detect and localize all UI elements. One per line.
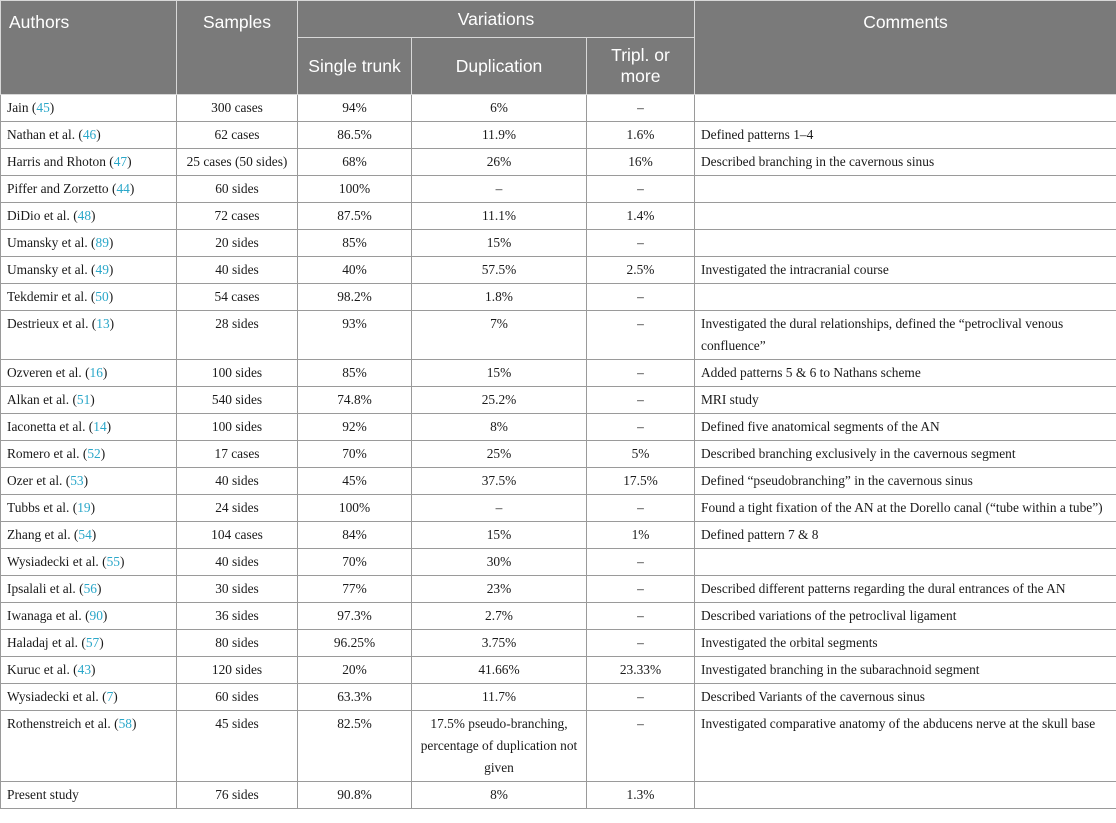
single-trunk-cell: 92%: [298, 414, 412, 441]
samples-cell: 62 cases: [177, 122, 298, 149]
table-row: [1, 360, 1116, 387]
samples-cell: 104 cases: [177, 522, 298, 549]
author-cell: [1, 311, 177, 360]
triple-cell: –: [587, 576, 695, 603]
samples-cell: 24 sides: [177, 495, 298, 522]
author-name: Haladaj et al. (: [7, 635, 86, 650]
author-cell: [1, 468, 177, 495]
duplication-cell: 57.5%: [412, 257, 587, 284]
comment-cell: [695, 176, 1116, 203]
comment-cell: [695, 549, 1116, 576]
table-row: [1, 549, 1116, 576]
author-name: Wysiadecki et al. (: [7, 689, 107, 704]
triple-cell: –: [587, 95, 695, 122]
duplication-cell: 23%: [412, 576, 587, 603]
header-single-trunk: Single trunk: [298, 38, 412, 95]
comment-cell: Described different patterns regarding the dural entrances of the AN: [695, 576, 1116, 603]
author-cell: [1, 230, 177, 257]
comment-cell: Investigated the intracranial course: [695, 257, 1116, 284]
reference-link[interactable]: 49: [95, 262, 109, 277]
samples-cell: 25 cases (50 sides): [177, 149, 298, 176]
samples-cell: 36 sides: [177, 603, 298, 630]
reference-link[interactable]: 55: [106, 554, 120, 569]
duplication-cell: 30%: [412, 549, 587, 576]
table-row: [1, 441, 1116, 468]
comment-cell: [695, 95, 1116, 122]
comment-cell: [695, 782, 1116, 809]
samples-cell: 100 sides: [177, 360, 298, 387]
author-cell: [1, 549, 177, 576]
author-cell: [1, 603, 177, 630]
comment-cell: Investigated the dural relationships, defined the “petroclival venous confluence”: [695, 311, 1116, 360]
reference-link[interactable]: 50: [95, 289, 109, 304]
table-row: [1, 630, 1116, 657]
samples-cell: 120 sides: [177, 657, 298, 684]
duplication-cell: 25%: [412, 441, 587, 468]
single-trunk-cell: 68%: [298, 149, 412, 176]
comment-cell: Described branching in the cavernous sinus: [695, 149, 1116, 176]
single-trunk-cell: 96.25%: [298, 630, 412, 657]
author-close-paren: ): [49, 100, 55, 115]
triple-cell: 1.6%: [587, 122, 695, 149]
single-trunk-cell: 70%: [298, 549, 412, 576]
author-cell: [1, 149, 177, 176]
duplication-cell: –: [412, 176, 587, 203]
single-trunk-cell: 97.3%: [298, 603, 412, 630]
author-name: Wysiadecki et al. (: [7, 554, 107, 569]
author-cell: [1, 684, 177, 711]
triple-cell: 1%: [587, 522, 695, 549]
single-trunk-cell: 20%: [298, 657, 412, 684]
triple-cell: –: [587, 176, 695, 203]
triple-cell: –: [587, 549, 695, 576]
comment-cell: Added patterns 5 & 6 to Nathans scheme: [695, 360, 1116, 387]
author-close-paren: ): [96, 127, 101, 142]
author-name: Alkan et al. (: [7, 392, 77, 407]
table-row: [1, 122, 1116, 149]
reference-link[interactable]: 52: [87, 446, 101, 461]
comment-cell: Defined pattern 7 & 8: [695, 522, 1116, 549]
table-row: [1, 414, 1116, 441]
author-cell: [1, 203, 177, 230]
samples-cell: 40 sides: [177, 257, 298, 284]
duplication-cell: 8%: [412, 782, 587, 809]
author-name: Piffer and Zorzetto (: [7, 181, 117, 196]
single-trunk-cell: 85%: [298, 360, 412, 387]
samples-cell: 45 sides: [177, 711, 298, 782]
reference-link[interactable]: 89: [95, 235, 109, 250]
author-name: Umansky et al. (: [7, 235, 96, 250]
author-cell: [1, 576, 177, 603]
samples-cell: 60 sides: [177, 684, 298, 711]
table-row: [1, 468, 1116, 495]
triple-cell: –: [587, 630, 695, 657]
author-name: Destrieux et al. (: [7, 316, 97, 331]
author-cell: [1, 630, 177, 657]
author-close-paren: ): [113, 689, 118, 704]
duplication-cell: 25.2%: [412, 387, 587, 414]
triple-cell: –: [587, 684, 695, 711]
duplication-cell: 15%: [412, 522, 587, 549]
reference-link[interactable]: 14: [93, 419, 107, 434]
samples-cell: 20 sides: [177, 230, 298, 257]
reference-link[interactable]: 44: [116, 181, 130, 196]
triple-cell: –: [587, 711, 695, 782]
samples-cell: 54 cases: [177, 284, 298, 311]
table-row: [1, 176, 1116, 203]
table-row: [1, 657, 1116, 684]
header-comments: Comments: [695, 1, 1116, 95]
triple-cell: –: [587, 311, 695, 360]
samples-cell: 17 cases: [177, 441, 298, 468]
author-name: Jain (: [7, 100, 37, 115]
comment-cell: [695, 284, 1116, 311]
samples-cell: 80 sides: [177, 630, 298, 657]
duplication-cell: 3.75%: [412, 630, 587, 657]
author-name: Present study: [7, 787, 79, 802]
author-cell: [1, 522, 177, 549]
comment-cell: Investigated the orbital segments: [695, 630, 1116, 657]
author-close-paren: ): [129, 181, 135, 196]
reference-link[interactable]: 47: [113, 154, 128, 169]
single-trunk-cell: 82.5%: [298, 711, 412, 782]
author-close-paren: ): [99, 635, 104, 650]
table-row: [1, 522, 1116, 549]
reference-link[interactable]: 51: [76, 392, 91, 407]
author-close-paren: ): [131, 716, 137, 731]
header-duplication: Duplication: [412, 38, 587, 95]
author-name: Tubbs et al. (: [7, 500, 78, 515]
samples-cell: 300 cases: [177, 95, 298, 122]
author-cell: [1, 414, 177, 441]
samples-cell: 30 sides: [177, 576, 298, 603]
single-trunk-cell: 63.3%: [298, 684, 412, 711]
author-cell: [1, 657, 177, 684]
triple-cell: –: [587, 414, 695, 441]
table-body: [1, 95, 1116, 809]
author-close-paren: ): [127, 154, 132, 169]
triple-cell: –: [587, 360, 695, 387]
author-name: Iaconetta et al. (: [7, 419, 94, 434]
triple-cell: 5%: [587, 441, 695, 468]
duplication-cell: 7%: [412, 311, 587, 360]
samples-cell: 100 sides: [177, 414, 298, 441]
author-close-paren: ): [90, 500, 96, 515]
header-authors: Authors: [1, 1, 177, 95]
comment-cell: Defined five anatomical segments of the AN: [695, 414, 1116, 441]
triple-cell: –: [587, 603, 695, 630]
triple-cell: –: [587, 284, 695, 311]
reference-link[interactable]: 56: [83, 581, 97, 596]
author-cell: [1, 360, 177, 387]
author-cell: [1, 711, 177, 782]
single-trunk-cell: 98.2%: [298, 284, 412, 311]
single-trunk-cell: 86.5%: [298, 122, 412, 149]
comment-cell: MRI study: [695, 387, 1116, 414]
author-name: Tekdemir et al. (: [7, 289, 96, 304]
author-name: Ipsalali et al. (: [7, 581, 84, 596]
reference-link[interactable]: 53: [70, 473, 84, 488]
author-cell: [1, 441, 177, 468]
samples-cell: 60 sides: [177, 176, 298, 203]
reference-link[interactable]: 43: [77, 662, 92, 677]
table-row: [1, 495, 1116, 522]
reference-link[interactable]: 45: [36, 100, 50, 115]
reference-link[interactable]: 58: [118, 716, 132, 731]
comment-cell: Investigated comparative anatomy of the abducens nerve at the skull base: [695, 711, 1116, 782]
comment-cell: Defined patterns 1–4: [695, 122, 1116, 149]
author-name: Kuruc et al. (: [7, 662, 78, 677]
reference-link[interactable]: 54: [78, 527, 92, 542]
triple-cell: 16%: [587, 149, 695, 176]
duplication-cell: 11.7%: [412, 684, 587, 711]
author-close-paren: ): [96, 581, 102, 596]
single-trunk-cell: 77%: [298, 576, 412, 603]
author-close-paren: ): [100, 446, 106, 461]
author-name: Iwanaga et al. (: [7, 608, 90, 623]
table-row: [1, 284, 1116, 311]
author-name: Zhang et al. (: [7, 527, 79, 542]
duplication-cell: 37.5%: [412, 468, 587, 495]
author-cell: [1, 95, 177, 122]
duplication-cell: –: [412, 495, 587, 522]
author-close-paren: ): [91, 527, 97, 542]
author-name: Romero et al. (: [7, 446, 88, 461]
triple-cell: –: [587, 230, 695, 257]
triple-cell: 23.33%: [587, 657, 695, 684]
author-cell: [1, 495, 177, 522]
triple-cell: –: [587, 495, 695, 522]
single-trunk-cell: 100%: [298, 495, 412, 522]
author-close-paren: ): [109, 316, 115, 331]
author-name: Ozer et al. (: [7, 473, 71, 488]
author-cell: [1, 176, 177, 203]
duplication-cell: 6%: [412, 95, 587, 122]
single-trunk-cell: 84%: [298, 522, 412, 549]
table-row: [1, 782, 1116, 809]
author-close-paren: ): [108, 262, 114, 277]
author-name: Umansky et al. (: [7, 262, 96, 277]
duplication-cell: 1.8%: [412, 284, 587, 311]
triple-cell: 1.4%: [587, 203, 695, 230]
author-close-paren: ): [108, 235, 114, 250]
samples-cell: 40 sides: [177, 468, 298, 495]
comment-cell: Described Variants of the cavernous sinus: [695, 684, 1116, 711]
author-cell: [1, 782, 177, 809]
single-trunk-cell: 40%: [298, 257, 412, 284]
author-name: Harris and Rhoton (: [7, 154, 114, 169]
duplication-cell: 8%: [412, 414, 587, 441]
duplication-cell: 15%: [412, 230, 587, 257]
author-close-paren: ): [106, 419, 112, 434]
author-close-paren: ): [119, 554, 125, 569]
samples-cell: 540 sides: [177, 387, 298, 414]
single-trunk-cell: 87.5%: [298, 203, 412, 230]
triple-cell: 1.3%: [587, 782, 695, 809]
header-triple: Tripl. or more: [587, 38, 695, 95]
table-row: [1, 576, 1116, 603]
reference-link[interactable]: 57: [85, 635, 100, 650]
comment-cell: [695, 203, 1116, 230]
single-trunk-cell: 74.8%: [298, 387, 412, 414]
single-trunk-cell: 85%: [298, 230, 412, 257]
triple-cell: 17.5%: [587, 468, 695, 495]
author-close-paren: ): [90, 392, 95, 407]
table-row: [1, 387, 1116, 414]
author-cell: [1, 122, 177, 149]
author-name: Nathan et al. (: [7, 127, 83, 142]
comment-cell: Investigated branching in the subarachnoid segment: [695, 657, 1116, 684]
header-variations: Variations: [298, 1, 695, 38]
comment-cell: Described branching exclusively in the cavernous segment: [695, 441, 1116, 468]
table-row: [1, 149, 1116, 176]
single-trunk-cell: 90.8%: [298, 782, 412, 809]
single-trunk-cell: 100%: [298, 176, 412, 203]
reference-link[interactable]: 19: [77, 500, 91, 515]
table-row: [1, 203, 1116, 230]
duplication-cell: 41.66%: [412, 657, 587, 684]
comment-cell: Described variations of the petroclival ligament: [695, 603, 1116, 630]
reference-link[interactable]: 48: [77, 208, 92, 223]
author-name: Ozveren et al. (: [7, 365, 90, 380]
duplication-cell: 26%: [412, 149, 587, 176]
samples-cell: 72 cases: [177, 203, 298, 230]
single-trunk-cell: 70%: [298, 441, 412, 468]
triple-cell: 2.5%: [587, 257, 695, 284]
author-cell: [1, 257, 177, 284]
author-close-paren: ): [83, 473, 89, 488]
duplication-cell: 11.1%: [412, 203, 587, 230]
author-close-paren: ): [108, 289, 114, 304]
samples-cell: 40 sides: [177, 549, 298, 576]
reference-link[interactable]: 13: [96, 316, 110, 331]
reference-link[interactable]: 46: [82, 127, 97, 142]
table-row: [1, 311, 1116, 360]
author-close-paren: ): [102, 365, 108, 380]
comment-cell: [695, 230, 1116, 257]
author-name: DiDio et al. (: [7, 208, 78, 223]
reference-link[interactable]: 16: [89, 365, 103, 380]
duplication-cell: 2.7%: [412, 603, 587, 630]
samples-cell: 28 sides: [177, 311, 298, 360]
reference-link[interactable]: 90: [89, 608, 103, 623]
author-cell: [1, 387, 177, 414]
author-cell: [1, 284, 177, 311]
triple-cell: –: [587, 387, 695, 414]
author-close-paren: ): [102, 608, 108, 623]
author-close-paren: ): [91, 208, 96, 223]
samples-cell: 76 sides: [177, 782, 298, 809]
comment-cell: Found a tight fixation of the AN at the Dorello canal (“tube within a tube”): [695, 495, 1116, 522]
table-row: [1, 95, 1116, 122]
single-trunk-cell: 45%: [298, 468, 412, 495]
author-name: Rothenstreich et al. (: [7, 716, 119, 731]
reference-link[interactable]: 7: [106, 689, 114, 704]
table-row: [1, 230, 1116, 257]
author-close-paren: ): [91, 662, 96, 677]
header-samples: Samples: [177, 1, 298, 95]
single-trunk-cell: 94%: [298, 95, 412, 122]
table-row: [1, 603, 1116, 630]
duplication-cell: 15%: [412, 360, 587, 387]
table-row: [1, 257, 1116, 284]
duplication-cell: 17.5% pseudo-branching, percentage of duplication not given: [412, 711, 587, 782]
table-row: [1, 684, 1116, 711]
duplication-cell: 11.9%: [412, 122, 587, 149]
single-trunk-cell: 93%: [298, 311, 412, 360]
table-row: [1, 711, 1116, 782]
comment-cell: Defined “pseudobranching” in the cavernous sinus: [695, 468, 1116, 495]
